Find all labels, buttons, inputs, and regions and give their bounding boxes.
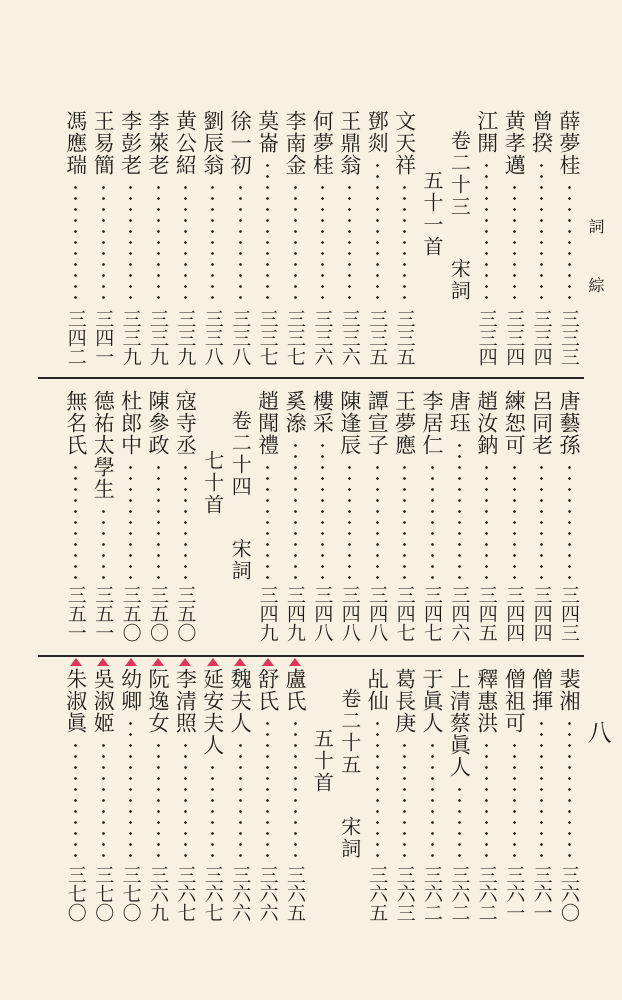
dot-leader — [513, 182, 516, 303]
index-entry — [63, 668, 89, 922]
entry-author: 延安夫人 — [200, 668, 225, 756]
entry-author: 李清照 — [173, 668, 198, 734]
entry-author: 葛長庚 — [392, 668, 417, 734]
entry-page-number: 三三六 — [338, 309, 361, 366]
dot-leader — [348, 462, 351, 579]
entry-author: 釋惠洪 — [474, 668, 499, 734]
index-entry — [282, 668, 308, 922]
entry-page-number: 三四五 — [475, 585, 498, 642]
entry-page-number: 三四九 — [284, 585, 306, 642]
dot-leader — [348, 182, 351, 303]
entry-author: 無名氏 — [63, 390, 88, 456]
volume-heading — [227, 410, 253, 582]
entry-page-number: 三三三 — [558, 309, 580, 366]
entry-author: 吳淑姬 — [91, 668, 116, 734]
dot-leader — [376, 462, 379, 579]
dot-leader — [294, 182, 297, 303]
entry-author: 馮應瑞 — [63, 110, 88, 176]
index-entry — [474, 668, 500, 922]
index-entry — [200, 110, 226, 366]
index-entry — [529, 668, 555, 922]
entry-author: 何夢桂 — [310, 110, 335, 176]
index-entry — [90, 390, 116, 642]
index-entry — [529, 110, 555, 366]
index-entry — [392, 390, 418, 642]
entry-author: 陳逢辰 — [337, 390, 362, 456]
entry-page-number: 三四六 — [448, 585, 471, 642]
entry-page-number: 三七〇 — [92, 865, 115, 922]
row-divider — [38, 655, 584, 657]
entry-page-number: 三六七 — [201, 865, 224, 922]
entry-page-number: 三四七 — [421, 585, 443, 642]
dot-leader — [129, 718, 132, 859]
dot-leader — [129, 182, 132, 303]
dot-leader — [513, 740, 516, 859]
entry-author: 奚㵕 — [283, 390, 307, 434]
entry-author: 唐藝孫 — [557, 390, 581, 456]
entry-page-number: 三四四 — [530, 585, 553, 642]
entry-author: 黄孝邁 — [502, 110, 527, 176]
poem-count: 五十首 — [310, 728, 335, 794]
entry-author: 徐一初 — [228, 110, 253, 176]
index-entry — [309, 390, 335, 642]
entry-author: 李萊老 — [146, 110, 170, 176]
entry-author: 劉辰翁 — [200, 110, 225, 176]
entry-page-number: 三三四 — [475, 309, 498, 366]
dot-leader — [376, 160, 379, 303]
dot-leader — [568, 462, 571, 579]
volume-label: 卷二十五 — [337, 688, 362, 776]
entry-page-number: 三五〇 — [147, 585, 169, 642]
entry-page-number: 三四四 — [503, 585, 526, 642]
entry-page-number: 三四八 — [311, 585, 334, 642]
entry-page-number: 三三七 — [256, 309, 279, 366]
volume-category: 宋詞 — [228, 538, 253, 582]
entry-author: 朱淑眞 — [63, 668, 88, 734]
red-check-mark — [289, 658, 301, 666]
red-check-mark — [207, 658, 219, 666]
poem-count: 五十一首 — [420, 170, 444, 258]
index-entry — [501, 668, 527, 922]
entry-author: 江開 — [474, 110, 499, 154]
index-entry — [172, 110, 198, 366]
dot-leader — [403, 182, 406, 303]
entry-author: 魏夫人 — [228, 668, 253, 734]
entry-page-number: 三三九 — [147, 309, 169, 366]
entry-author: 乩仙 — [365, 668, 390, 712]
entry-author: 莫崙 — [255, 110, 280, 154]
dot-leader — [102, 182, 105, 303]
entry-author: 僧祖可 — [502, 668, 527, 734]
dot-leader — [266, 462, 269, 579]
entry-page-number: 三四七 — [393, 585, 416, 642]
dot-leader — [403, 462, 406, 579]
index-entry — [556, 390, 582, 642]
dot-leader — [485, 160, 488, 303]
entry-author: 練恕可 — [502, 390, 527, 456]
entry-page-number: 三三四 — [530, 309, 553, 366]
dot-leader — [321, 440, 324, 579]
dot-leader — [74, 740, 77, 859]
entry-author: 裴湘 — [557, 668, 581, 712]
entry-author: 文天祥 — [392, 110, 417, 176]
dot-leader — [239, 740, 242, 859]
index-entry — [337, 110, 363, 366]
entry-page-number: 三六三 — [393, 865, 416, 922]
dot-leader — [568, 182, 571, 303]
entry-page-number: 三三八 — [201, 309, 224, 366]
poem-count: 七十首 — [200, 450, 225, 516]
red-check-mark — [125, 658, 137, 666]
volume-heading — [337, 688, 363, 860]
dot-leader — [157, 740, 160, 859]
dot-leader — [74, 462, 77, 579]
entry-page-number: 三六五 — [366, 865, 389, 922]
index-entry — [392, 110, 418, 366]
index-entry — [145, 390, 171, 642]
dot-leader — [74, 182, 77, 303]
entry-page-number: 三六六 — [229, 865, 252, 922]
entry-page-number: 三三六 — [311, 309, 334, 366]
index-entry — [282, 390, 308, 642]
dot-leader — [513, 462, 516, 579]
entry-page-number: 三三五 — [366, 309, 389, 366]
red-check-mark — [262, 658, 274, 666]
entry-page-number: 三四八 — [366, 585, 389, 642]
dot-leader — [266, 160, 269, 303]
entry-author: 舒氏 — [255, 668, 280, 712]
entry-author: 阮逸女 — [146, 668, 170, 734]
running-title: 詞 綜 — [586, 218, 605, 305]
entry-author: 王夢應 — [392, 390, 417, 456]
volume-heading — [446, 130, 472, 302]
red-check-mark — [70, 658, 82, 666]
dot-leader — [376, 718, 379, 859]
dot-leader — [321, 182, 324, 303]
entry-author: 上清蔡眞人 — [447, 668, 472, 778]
entry-page-number: 三三九 — [174, 309, 197, 366]
entry-page-number: 三六六 — [256, 865, 279, 922]
page-number: 八 — [583, 720, 611, 744]
volume-category: 宋詞 — [337, 816, 362, 860]
dot-leader — [184, 462, 187, 579]
dot-leader — [211, 762, 214, 859]
entry-author: 李彭老 — [118, 110, 143, 176]
dot-leader — [102, 740, 105, 859]
entry-page-number: 三三七 — [284, 309, 306, 366]
index-entry — [255, 110, 281, 366]
index-entry — [172, 390, 198, 642]
entry-author: 王鼎翁 — [337, 110, 362, 176]
index-entry — [227, 110, 253, 366]
entry-page-number: 三四九 — [256, 585, 279, 642]
entry-page-number: 三三九 — [119, 309, 142, 366]
index-entry — [145, 110, 171, 366]
index-entry — [501, 390, 527, 642]
index-entry — [90, 110, 116, 366]
index-entry — [474, 110, 500, 366]
entry-author: 趙汝鈉 — [474, 390, 499, 456]
dot-leader — [129, 462, 132, 579]
entry-author: 寇寺丞 — [173, 390, 198, 456]
entry-author: 于眞人 — [420, 668, 444, 734]
dot-leader — [540, 718, 543, 859]
index-entry — [446, 668, 472, 922]
entry-author: 李居仁 — [420, 390, 444, 456]
dot-leader — [239, 182, 242, 303]
entry-author: 盧氏 — [283, 668, 307, 712]
index-entry — [172, 668, 198, 922]
volume-label: 卷二十四 — [228, 410, 253, 498]
dot-leader — [458, 440, 461, 579]
entry-author: 鄧剡 — [365, 110, 390, 154]
dot-leader — [184, 740, 187, 859]
index-entry — [118, 668, 144, 922]
index-entry — [364, 110, 390, 366]
red-check-mark — [234, 658, 246, 666]
index-entry — [419, 668, 445, 922]
dot-leader — [431, 462, 434, 579]
entry-page-number: 三六九 — [147, 865, 169, 922]
entry-page-number: 三四二 — [64, 309, 87, 366]
entry-page-number: 三六七 — [174, 865, 197, 922]
volume-category: 宋詞 — [447, 258, 472, 302]
entry-page-number: 三四三 — [558, 585, 580, 642]
row-divider — [38, 377, 584, 379]
entry-author: 呂同老 — [529, 390, 554, 456]
index-entry — [118, 390, 144, 642]
volume-label: 卷二十三 — [447, 130, 472, 218]
entry-page-number: 三四一 — [92, 309, 115, 366]
index-entry — [282, 110, 308, 366]
entry-page-number: 三六二 — [421, 865, 443, 922]
entry-author: 樓采 — [310, 390, 335, 434]
index-entry — [364, 390, 390, 642]
entry-page-number: 三六〇 — [558, 865, 580, 922]
entry-page-number: 三五一 — [64, 585, 87, 642]
index-entry — [337, 390, 363, 642]
entry-author: 德祐太學生 — [91, 390, 116, 500]
index-entry — [118, 110, 144, 366]
index-entry — [90, 668, 116, 922]
entry-page-number: 三七〇 — [119, 865, 142, 922]
entry-page-number: 三七〇 — [64, 865, 87, 922]
entry-page-number: 三五〇 — [119, 585, 142, 642]
dot-leader — [458, 784, 461, 859]
index-entry — [200, 668, 226, 922]
dot-leader — [211, 182, 214, 303]
entry-author: 李南金 — [283, 110, 307, 176]
entry-author: 唐珏 — [447, 390, 472, 434]
dot-leader — [568, 718, 571, 859]
entry-page-number: 三四八 — [338, 585, 361, 642]
entry-page-number: 三六一 — [530, 865, 553, 922]
dot-leader — [184, 182, 187, 303]
entry-page-number: 三五一 — [92, 585, 115, 642]
dot-leader — [102, 506, 105, 579]
entry-author: 幼卿 — [118, 668, 143, 712]
index-entry — [501, 110, 527, 366]
index-entry — [364, 668, 390, 922]
entry-page-number: 三五〇 — [174, 585, 197, 642]
entry-author: 曾揆 — [529, 110, 554, 154]
dot-leader — [431, 740, 434, 859]
entry-page-number: 三六五 — [284, 865, 306, 922]
index-entry — [529, 390, 555, 642]
dot-leader — [266, 718, 269, 859]
entry-author: 僧揮 — [529, 668, 554, 712]
index-entry — [419, 390, 445, 642]
red-check-mark — [152, 658, 164, 666]
index-entry — [556, 110, 582, 366]
dot-leader — [157, 462, 160, 579]
index-entry — [63, 110, 89, 366]
dot-leader — [485, 462, 488, 579]
dot-leader — [294, 718, 297, 859]
dot-leader — [294, 440, 297, 579]
index-entry — [227, 668, 253, 922]
index-entry — [145, 668, 171, 922]
entry-author: 陳參政 — [146, 390, 170, 456]
entry-page-number: 三六一 — [503, 865, 526, 922]
dot-leader — [540, 160, 543, 303]
entry-page-number: 三三五 — [393, 309, 416, 366]
entry-page-number: 三三四 — [503, 309, 526, 366]
index-entry — [309, 110, 335, 366]
index-entry — [556, 668, 582, 922]
entry-page-number: 三六二 — [448, 865, 471, 922]
entry-author: 趙聞禮 — [255, 390, 280, 456]
index-entry — [474, 390, 500, 642]
dot-leader — [157, 182, 160, 303]
entry-author: 譚宣子 — [365, 390, 390, 456]
entry-author: 薛夢桂 — [557, 110, 581, 176]
index-entry — [392, 668, 418, 922]
dot-leader — [540, 462, 543, 579]
red-check-mark — [97, 658, 109, 666]
index-entry — [446, 390, 472, 642]
index-entry — [255, 668, 281, 922]
red-check-mark — [179, 658, 191, 666]
entry-author: 杜郎中 — [118, 390, 143, 456]
entry-page-number: 三六二 — [475, 865, 498, 922]
dot-leader — [485, 740, 488, 859]
entry-page-number: 三三八 — [229, 309, 252, 366]
index-entry — [255, 390, 281, 642]
entry-author: 王易簡 — [91, 110, 116, 176]
dot-leader — [403, 740, 406, 859]
index-entry — [63, 390, 89, 642]
entry-author: 黄公紹 — [173, 110, 198, 176]
